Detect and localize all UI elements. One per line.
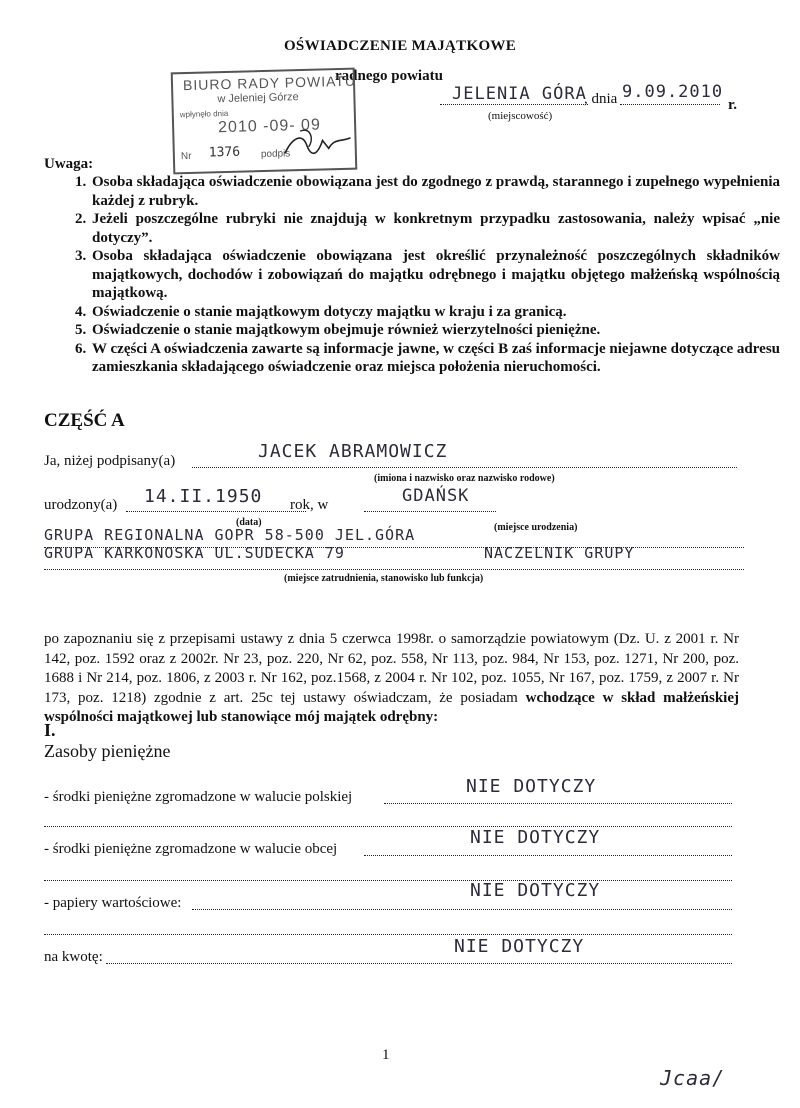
stamp-signature — [280, 126, 357, 164]
signer-caption: (imiona i nazwisko oraz nazwisko rodowe) — [374, 473, 555, 484]
signer-handwritten: JACEK ABRAMOWICZ — [258, 441, 448, 462]
note-item: 4. Oświadczenie o stanie majątkowym dotyczy majątku w kraju i za granicą. — [90, 303, 780, 322]
received-stamp — [171, 68, 358, 175]
assets-row-dotted-line — [106, 963, 732, 964]
statement-paragraph — [44, 630, 739, 728]
date-dotted-line — [620, 104, 720, 105]
assets-row-extra-line — [44, 826, 732, 827]
assets-row-label: - środki pieniężne zgromadzone w walucie polskiej — [44, 789, 353, 805]
place-dotted-line — [440, 104, 588, 105]
part-a-heading: CZĘŚĆ A — [44, 410, 125, 431]
section-heading: Zasoby pieniężne — [44, 741, 171, 761]
stamp-date: 2010 -09- 09 — [217, 116, 322, 137]
assets-row-dotted-line — [364, 855, 732, 856]
date-suffix: r. — [728, 97, 738, 113]
note-item: 2. Jeżeli poszczególne rubryki nie znajdują w konkretnym przypadku zastosowania, należy wpisać „nie dotyczy”. — [90, 210, 780, 247]
statement-text: po zapoznaniu się z przepisami ustawy z dnia 5 czerwca 1998r. o samorządzie powiatowym (Dz. U. z 2001 r. Nr 142, poz. 1592 oraz z 2002r. Nr 23, poz. 220, Nr 62, poz. 558, Nr 113, poz. 984, Nr 153, poz. 1271, Nr 200, poz. 1688 i Nr 214, poz. 1806, z 2003 r. Nr 162, poz.1568, z 2004 r. Nr 102, poz. 1055, Nr 167, poz. 1759, z 2007 r. Nr 173, poz. 1218) zgodnie z art. 25c tej ustawy oświadczam, że posiadam — [44, 631, 739, 706]
document-subtitle: radnego powiatu — [335, 68, 443, 84]
date-caption: (data) — [236, 517, 262, 528]
assets-row-value: NIE DOTYCZY — [470, 827, 601, 848]
born-date-handwritten: 14.II.1950 — [144, 486, 263, 507]
employment-position: NACZELNIK GRUPY — [484, 544, 635, 562]
signer-dotted-line — [192, 467, 737, 468]
assets-row-value: NIE DOTYCZY — [454, 936, 585, 957]
assets-row-extra-line — [44, 880, 732, 881]
signer-label: Ja, niżej podpisany(a) — [44, 453, 176, 469]
employment-line2: GRUPA KARKONOSKA UL.SUDECKA 79 — [44, 544, 345, 562]
stamp-signature-label: podpis — [260, 148, 291, 161]
note-item: 6. W części A oświadczenia zawarte są informacje jawne, w części B zaś informacje niejawne dotyczące adresu zamieszkania składającego oświadczenie oraz miejsca położenia nieruchomości. — [90, 340, 780, 377]
assets-row-dotted-line — [384, 803, 732, 804]
assets-row-label: na kwotę: — [44, 949, 103, 965]
notes-list — [62, 173, 780, 377]
section-number: I. — [44, 720, 56, 740]
note-item: 1. Osoba składająca oświadczenie obowiązana jest do zgodnego z prawdą, starannego i zupełnego wypełnienia każdej z rubryk. — [90, 173, 780, 210]
stamp-office: BIURO RADY POWIATU — [182, 72, 357, 94]
assets-row-dotted-line — [192, 909, 732, 910]
born-place-handwritten: GDAŃSK — [402, 486, 470, 506]
note-item: 5. Oświadczenie o stanie majątkowym obejmuje również wierzytelności pieniężne. — [90, 321, 780, 340]
stamp-nr-value: 1376 — [208, 144, 241, 161]
notes-heading: Uwaga: — [44, 156, 94, 172]
birth-place-caption: (miejsce urodzenia) — [494, 522, 578, 533]
born-place-dotted-line — [364, 511, 496, 512]
rok-w-label: rok, w — [290, 497, 329, 513]
page-number: 1 — [382, 1047, 390, 1063]
born-label: urodzony(a) — [44, 497, 118, 513]
employment-caption: (miejsce zatrudnienia, stanowisko lub funkcja) — [284, 573, 484, 584]
assets-row-label: - środki pieniężne zgromadzone w walucie obcej — [44, 841, 338, 857]
statement-bold-text: wchodzące w skład małżeńskiej wspólności majątkowej lub stanowiące mój majątek odrębny: — [44, 689, 740, 725]
employment-line1: GRUPA REGIONALNA GOPR 58-500 JEL.GÓRA — [44, 526, 416, 544]
date-handwritten: 9.09.2010 — [622, 82, 724, 102]
stamp-received-label: wpłynęło dnia — [179, 108, 229, 120]
stamp-city: w Jeleniej Górze — [217, 91, 299, 106]
stamp-nr-label: Nr — [180, 150, 192, 163]
employment-dotted-line-2 — [44, 569, 744, 570]
assets-row-extra-line — [44, 934, 732, 935]
date-label: , dnia — [584, 91, 618, 107]
assets-row-value: NIE DOTYCZY — [470, 880, 601, 901]
place-handwritten: JELENIA GÓRA — [452, 84, 587, 104]
assets-row-label: - papiery wartościowe: — [44, 895, 182, 911]
born-date-dotted-line — [126, 511, 306, 512]
assets-row-value: NIE DOTYCZY — [466, 776, 597, 797]
initials-handwritten: Jcaa/ — [660, 1066, 726, 1090]
document-title: OŚWIADCZENIE MAJĄTKOWE — [283, 38, 517, 54]
place-caption: (miejscowość) — [488, 110, 553, 122]
note-item: 3. Osoba składająca oświadczenie obowiązana jest określić przynależność poszczególnych składników majątkowych, dochodów i zobowiązań do majątku odrębnego i majątku objętego małżeńską wspólnością majątkową. — [90, 247, 780, 303]
